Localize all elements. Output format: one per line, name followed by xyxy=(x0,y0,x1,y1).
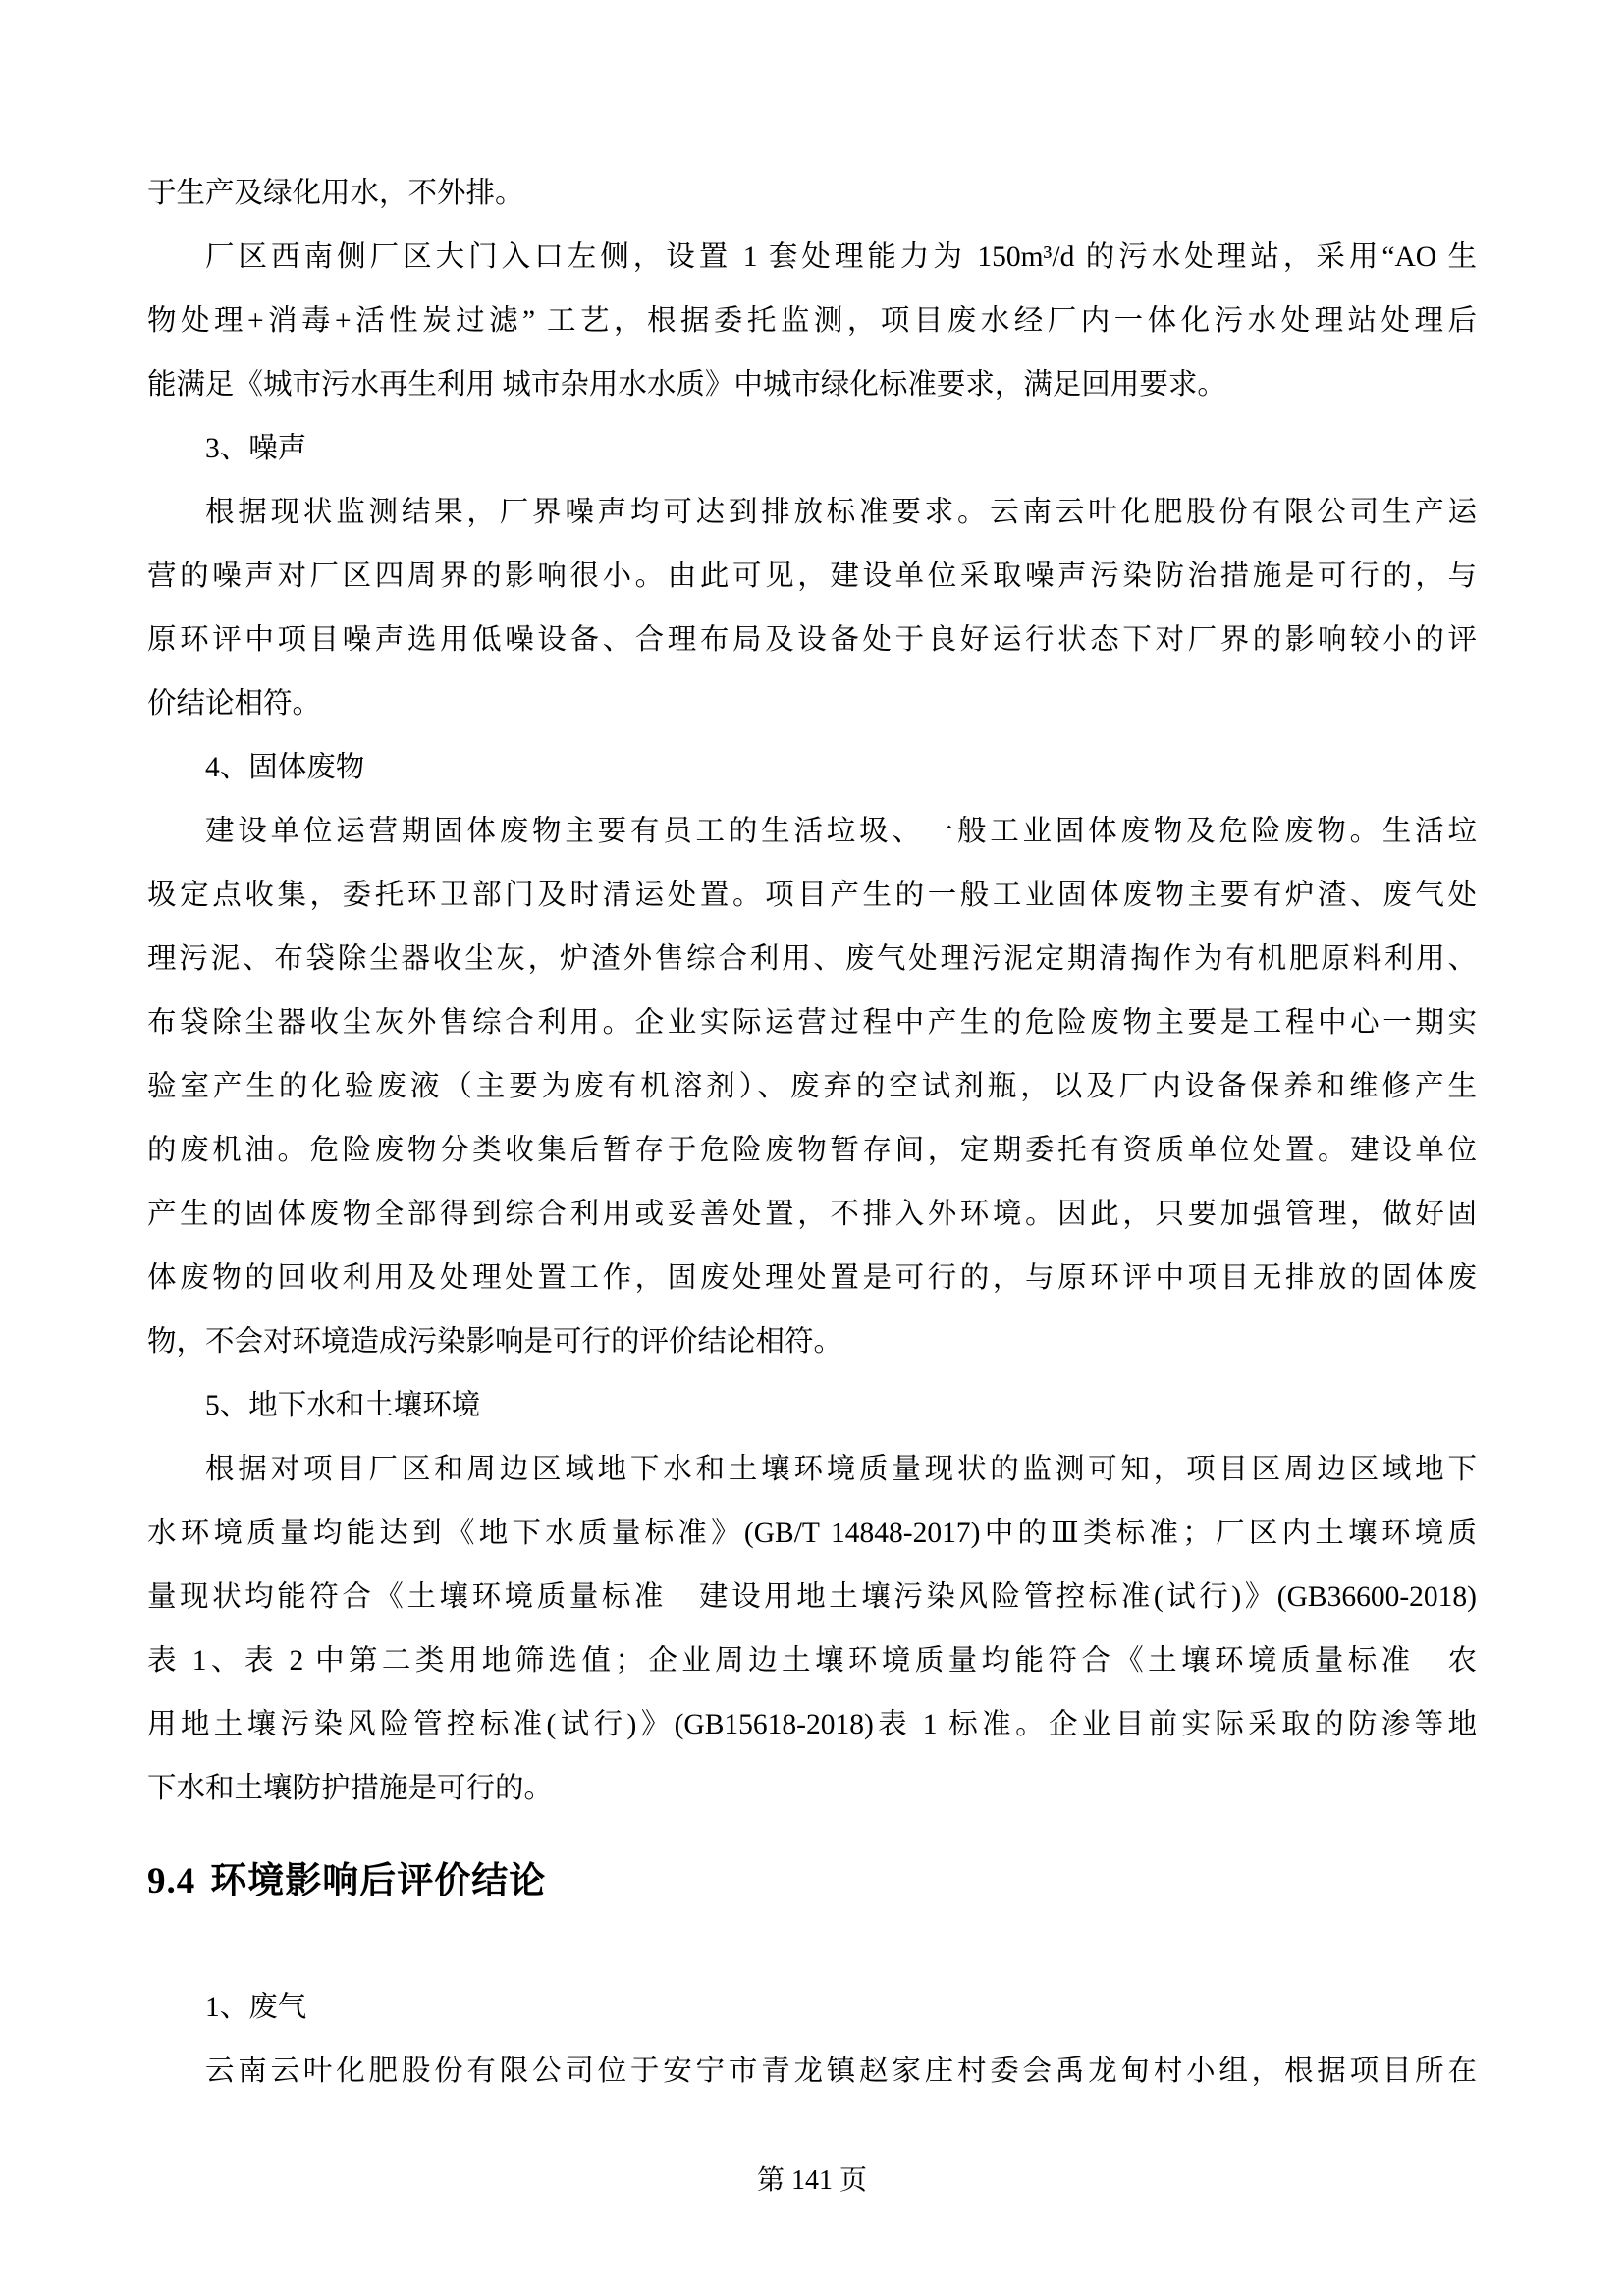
text-line: 根据现状监测结果，厂界噪声均可达到排放标准要求。云南云叶化肥股份有限公司生产运 xyxy=(205,497,1477,528)
section-number: 9.4 xyxy=(147,1861,196,1901)
text-line: 云南云叶化肥股份有限公司位于安宁市青龙镇赵家庄村委会禹龙甸村小组，根据项目所在 xyxy=(205,2056,1477,2087)
text-line: 能满足《城市污水再生利用 城市杂用水水质》中城市绿化标准要求，满足回用要求。 xyxy=(147,369,1226,400)
text-line: 根据对项目厂区和周边区域地下水和土壤环境质量现状的监测可知，项目区周边区域地下 xyxy=(205,1454,1477,1485)
text-line: 量现状均能符合《土壤环境质量标准 建设用地土壤污染风险管控标准(试行)》(GB36600-2018) xyxy=(147,1581,1477,1613)
text-line: 圾定点收集，委托环卫部门及时清运处置。项目产生的一般工业固体废物主要有炉渣、废气处 xyxy=(147,880,1477,911)
text-line: 理污泥、布袋除尘器收尘灰，炉渣外售综合利用、废气处理污泥定期清掏作为有机肥原料利用、 xyxy=(147,943,1477,975)
text-line: 物，不会对环境造成污染影响是可行的评价结论相符。 xyxy=(147,1326,843,1358)
text-line: 验室产生的化验废液（主要为废有机溶剂）、废弃的空试剂瓶，以及厂内设备保养和维修产生 xyxy=(147,1071,1477,1102)
list-item-heading: 4、固体废物 xyxy=(205,752,365,783)
text-line: 用地土壤污染风险管控标准(试行)》(GB15618-2018)表 1 标准。企业目前实际采取的防渗等地 xyxy=(147,1709,1477,1740)
text-line: 体废物的回收利用及处理处置工作，固废处理处置是可行的，与原环评中项目无排放的固体废 xyxy=(147,1262,1477,1294)
text-line: 厂区西南侧厂区大门入口左侧，设置 1 套处理能力为 150m³/d 的污水处理站，采用“AO 生 xyxy=(205,241,1477,273)
text-line: 建设单位运营期固体废物主要有员工的生活垃圾、一般工业固体废物及危险废物。生活垃 xyxy=(205,816,1477,847)
text-line: 布袋除尘器收尘灰外售综合利用。企业实际运营过程中产生的危险废物主要是工程中心一期实 xyxy=(147,1007,1477,1039)
text-line: 原环评中项目噪声选用低噪设备、合理布局及设备处于良好运行状态下对厂界的影响较小的评 xyxy=(147,624,1477,656)
section-heading xyxy=(147,1849,1477,1914)
section-title: 环境影响后评价结论 xyxy=(210,1861,547,1901)
text-line: 营的噪声对厂区四周界的影响很小。由此可见，建设单位采取噪声污染防治措施是可行的，与 xyxy=(147,561,1477,592)
list-item-heading: 5、地下水和土壤环境 xyxy=(205,1390,481,1421)
text-line: 下水和土壤防护措施是可行的。 xyxy=(147,1773,554,1804)
list-item-heading: 1、废气 xyxy=(205,1992,307,2023)
text-line: 的废机油。危险废物分类收集后暂存于危险废物暂存间，定期委托有资质单位处置。建设单位 xyxy=(147,1135,1477,1166)
text-line: 水环境质量均能达到《地下水质量标准》(GB/T 14848-2017)中的Ⅲ类标准；厂区内土壤环境质 xyxy=(147,1518,1477,1549)
document-body xyxy=(147,162,1477,2104)
page-number: 第 141 页 xyxy=(756,2165,867,2196)
list-item-heading: 3、噪声 xyxy=(205,433,307,464)
text-line: 于生产及绿化用水，不外排。 xyxy=(147,178,524,209)
text-line: 产生的固体废物全部得到综合利用或妥善处置，不排入外环境。因此，只要加强管理，做好固 xyxy=(147,1199,1477,1230)
text-line: 表 1、表 2 中第二类用地筛选值；企业周边土壤环境质量均能符合《土壤环境质量标准 农 xyxy=(147,1645,1477,1677)
text-line: 价结论相符。 xyxy=(147,688,322,720)
text-line: 物处理+消毒+活性炭过滤” 工艺，根据委托监测，项目废水经厂内一体化污水处理站处理后 xyxy=(147,305,1477,337)
